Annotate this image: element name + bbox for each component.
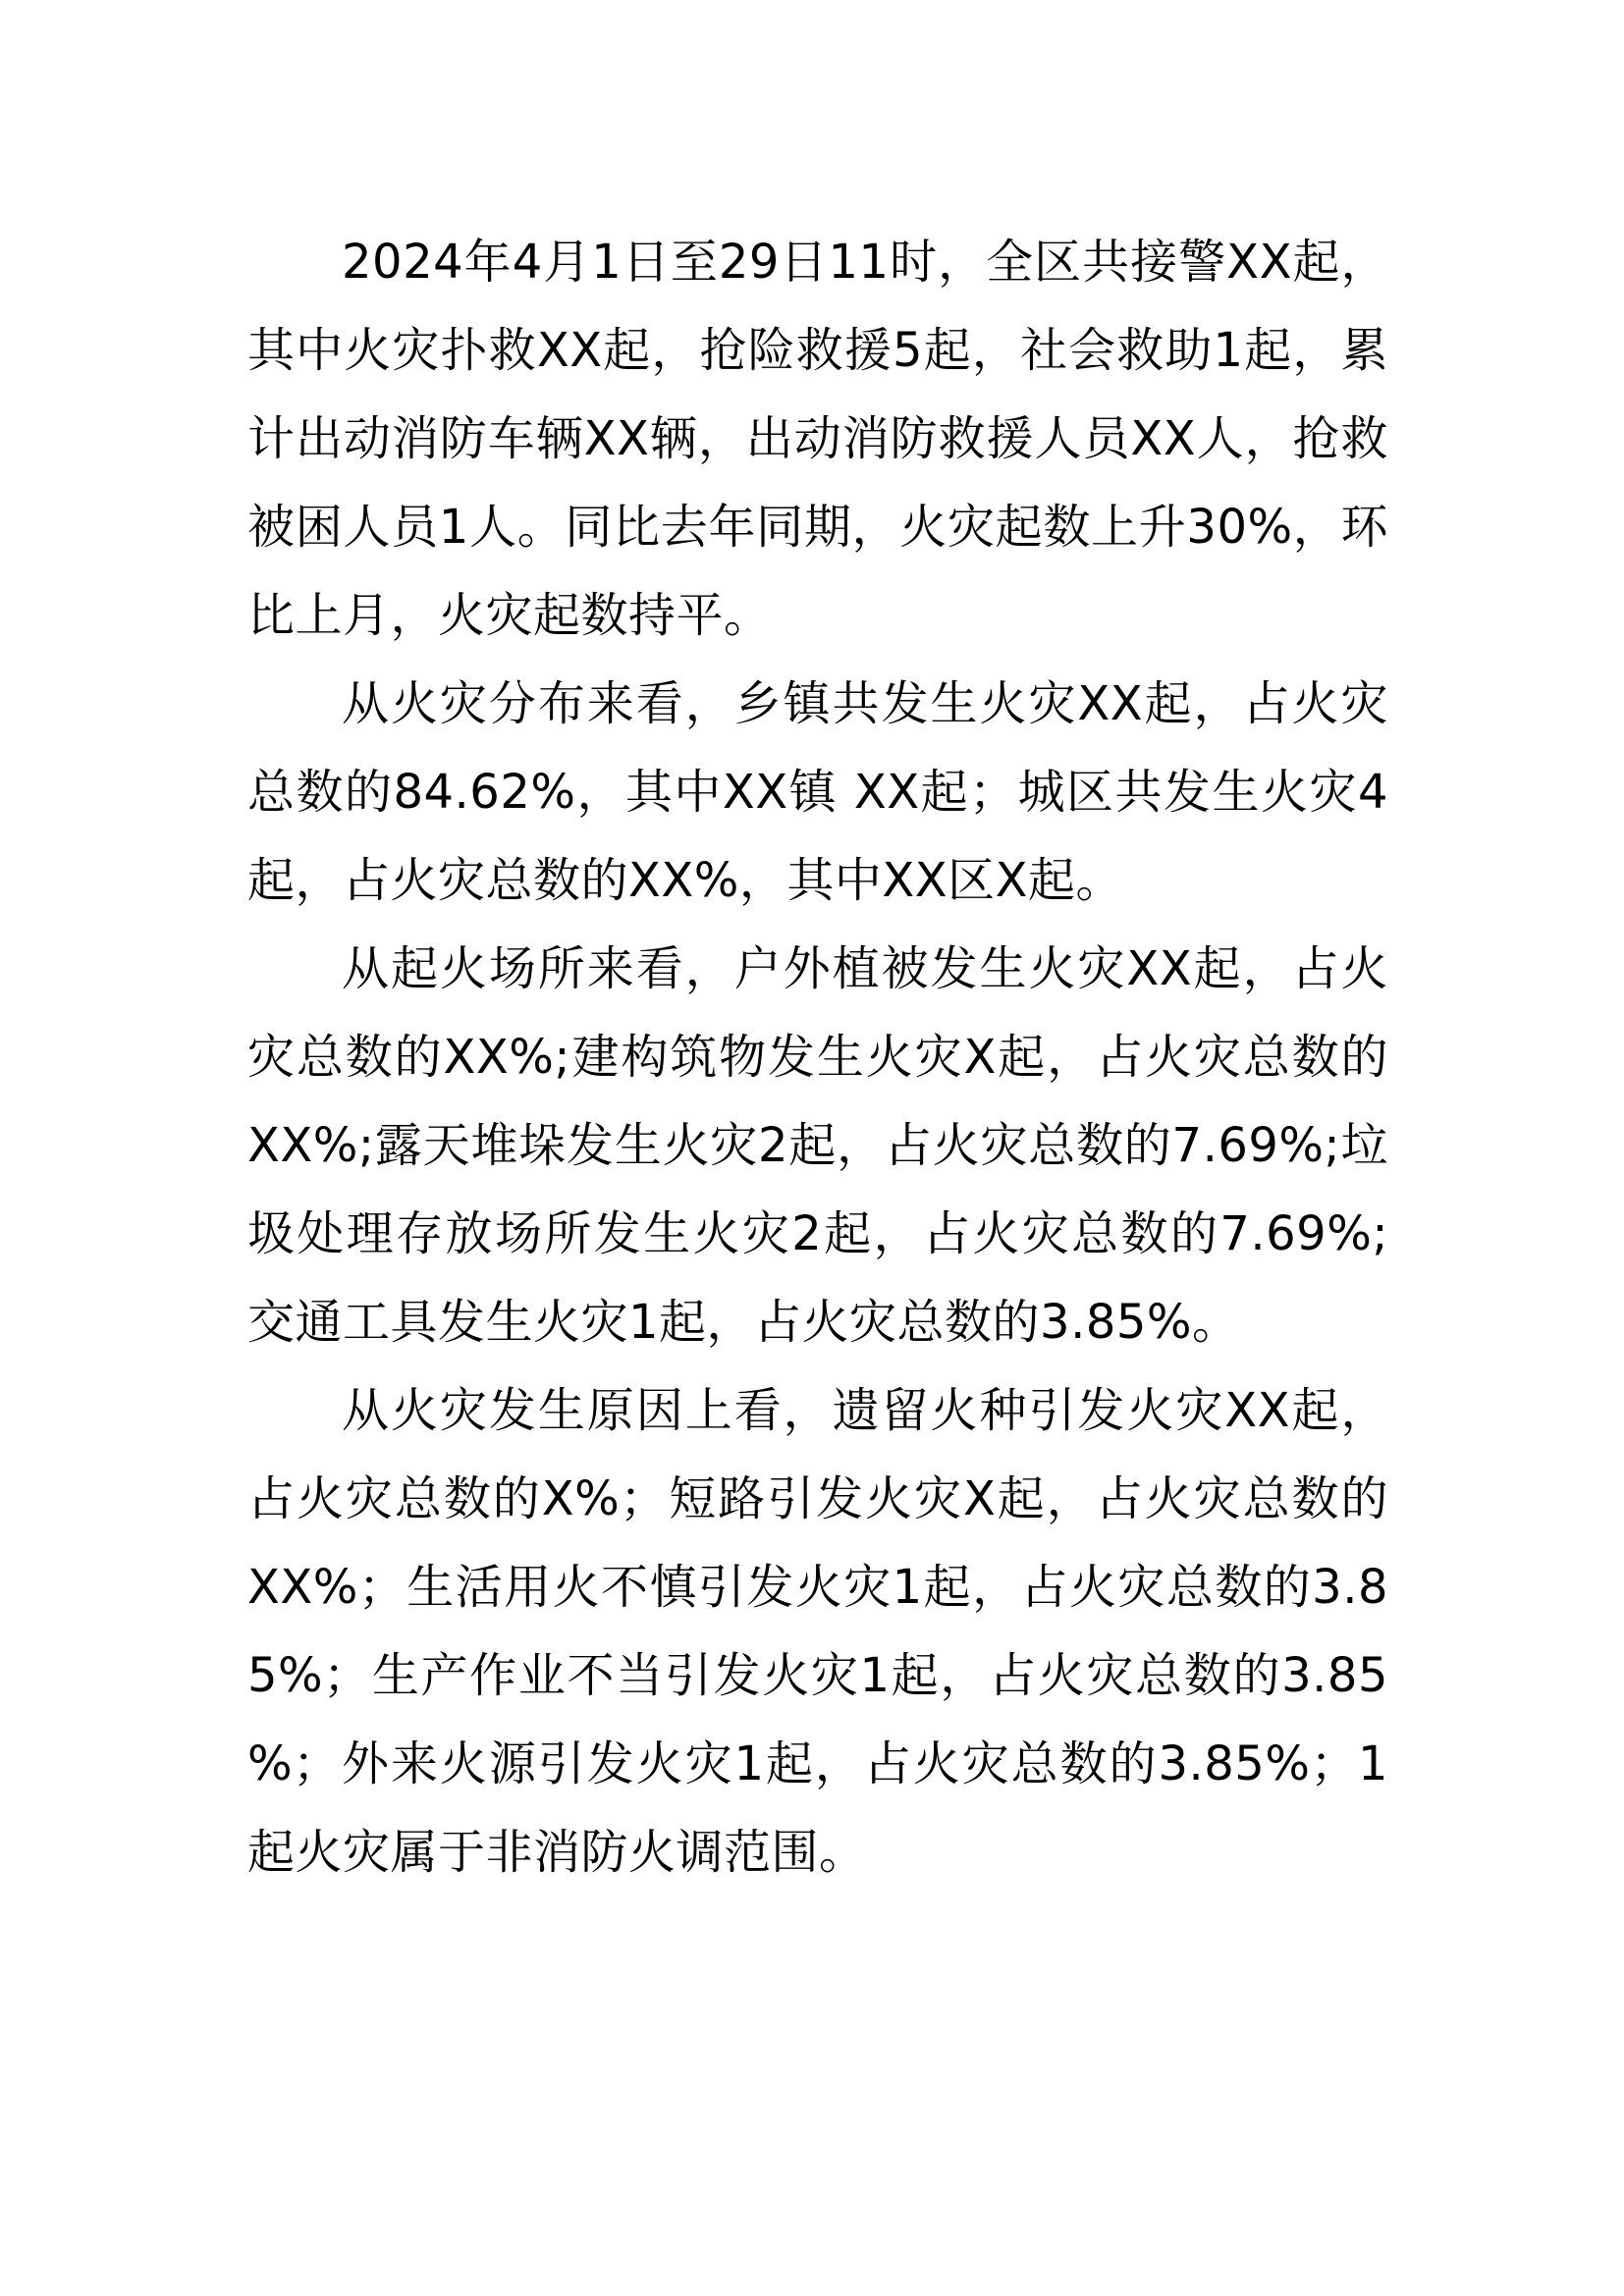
paragraph-fire-causes: 从火灾发生原因上看，遗留火种引发火灾XX起，占火灾总数的X%；短路引发火灾X起，占火灾总数的XX%；生活用火不慎引发火灾1起，占火灾总数的3.85%；生产作业不当引发火灾1起，占火灾总数的3.85%；外来火源引发火灾1起，占火灾总数的3.85%；1起火灾属于非消防火调范围。 (247, 1383, 1388, 1880)
paragraph-fire-distribution: 从火灾分布来看，乡镇共发生火灾XX起，占火灾总数的84.62%，其中XX镇 XX起；城区共发生火灾4起，占火灾总数的XX%，其中XX区X起。 (247, 676, 1388, 908)
paragraph-fire-locations: 从起火场所来看，户外植被发生火灾XX起，占火灾总数的XX%;建构筑物发生火灾X起，占火灾总数的XX%;露天堆垛发生火灾2起，占火灾总数的7.69%;垃圾处理存放场所发生火灾2起，占火灾总数的7.69%;交通工具发生火灾1起，占火灾总数的3.85%。 (247, 941, 1388, 1350)
document-body (247, 218, 1388, 1896)
paragraph-alarm-summary: 2024年4月1日至29日11时，全区共接警XX起，其中火灾扑救XX起，抢险救援5起，社会救助1起，累计出动消防车辆XX辆，出动消防救援人员XX人，抢救被困人员1人。同比去年同期，火灾起数上升30%，环比上月，火灾起数持平。 (247, 235, 1388, 643)
